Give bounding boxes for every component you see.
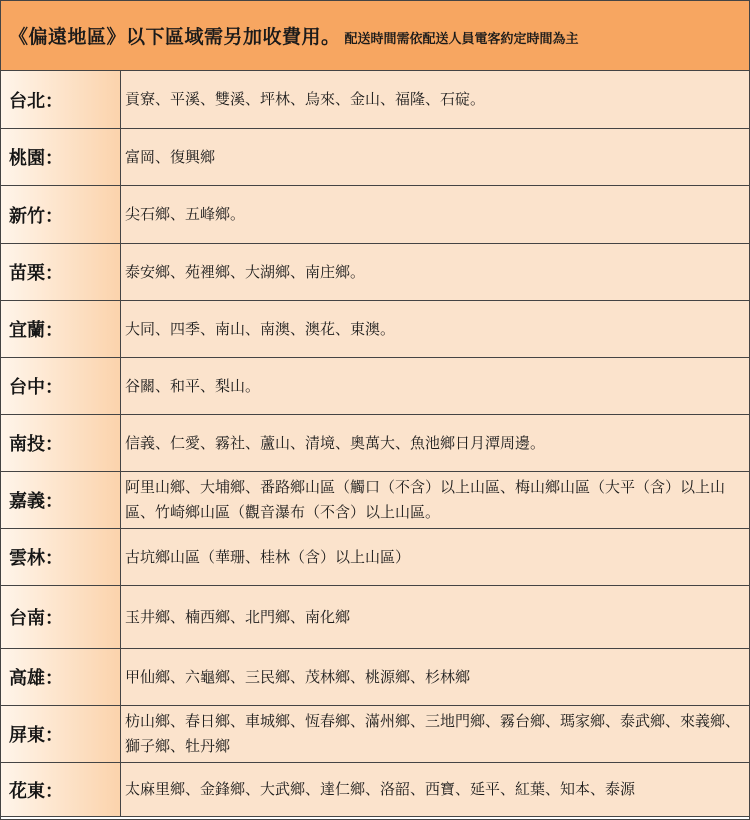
- region-areas: 太麻里鄉、金鋒鄉、大武鄉、達仁鄉、洛韶、西寶、延平、紅葉、知本、泰源: [121, 763, 750, 817]
- region-areas: 玉井鄉、楠西鄉、北門鄉、南化鄉: [121, 586, 750, 649]
- region-areas: 信義、仁愛、霧社、蘆山、清境、奧萬大、魚池鄉日月潭周邊。: [121, 415, 750, 472]
- region-row-hsinchu: [1, 186, 749, 244]
- region-areas: 貢寮、平溪、雙溪、坪林、烏來、金山、福隆、石碇。: [121, 71, 750, 129]
- region-areas: 大同、四季、南山、南澳、澳花、東澳。: [121, 301, 750, 358]
- region-areas: 阿里山鄉、大埔鄉、番路鄉山區（觸口（不含）以上山區、梅山鄉山區（大平（含）以上山區、竹崎鄉山區（觀音瀑布（不含）以上山區。: [121, 472, 750, 529]
- region-row-tainan: [1, 586, 749, 649]
- region-row-chiayi: [1, 472, 749, 529]
- region-row-miaoli: [1, 244, 749, 301]
- region-table: [1, 71, 749, 817]
- region-row-pingtung: [1, 706, 749, 763]
- region-name: 台北：: [1, 71, 121, 129]
- header-banner: [1, 1, 749, 71]
- region-name: 屏東：: [1, 706, 121, 763]
- region-name: 嘉義：: [1, 472, 121, 529]
- region-name: 宜蘭：: [1, 301, 121, 358]
- region-name: 台中：: [1, 358, 121, 415]
- region-row-taoyuan: [1, 129, 749, 186]
- region-name: 台南：: [1, 586, 121, 649]
- region-row-hualien-taitung: [1, 763, 749, 817]
- region-row-taipei: [1, 71, 749, 129]
- region-row-kaohsiung: [1, 649, 749, 706]
- region-name: 苗栗：: [1, 244, 121, 301]
- region-areas: 富岡、復興鄉: [121, 129, 750, 186]
- region-row-nantou: [1, 415, 749, 472]
- header-note: 配送時間需依配送人員電客約定時間為主: [344, 32, 579, 47]
- region-row-yunlin: [1, 529, 749, 586]
- region-name: 高雄：: [1, 649, 121, 706]
- region-row-yilan: [1, 301, 749, 358]
- region-name: 南投：: [1, 415, 121, 472]
- region-name: 花東：: [1, 763, 121, 817]
- header-title: 《偏遠地區》以下區域需另加收費用。: [9, 26, 341, 48]
- region-row-taichung: [1, 358, 749, 415]
- region-areas: 泰安鄉、苑裡鄉、大湖鄉、南庄鄉。: [121, 244, 750, 301]
- region-areas: 甲仙鄉、六龜鄉、三民鄉、茂林鄉、桃源鄉、杉林鄉: [121, 649, 750, 706]
- region-areas: 枋山鄉、春日鄉、車城鄉、恆春鄉、滿州鄉、三地門鄉、霧台鄉、瑪家鄉、泰武鄉、來義鄉、獅子鄉、牡丹鄉: [121, 706, 750, 763]
- region-areas: 谷關、和平、梨山。: [121, 358, 750, 415]
- region-name: 雲林：: [1, 529, 121, 586]
- region-areas: 古坑鄉山區（華珊、桂林（含）以上山區）: [121, 529, 750, 586]
- region-areas: 尖石鄉、五峰鄉。: [121, 186, 750, 244]
- region-name: 新竹：: [1, 186, 121, 244]
- region-name: 桃園：: [1, 129, 121, 186]
